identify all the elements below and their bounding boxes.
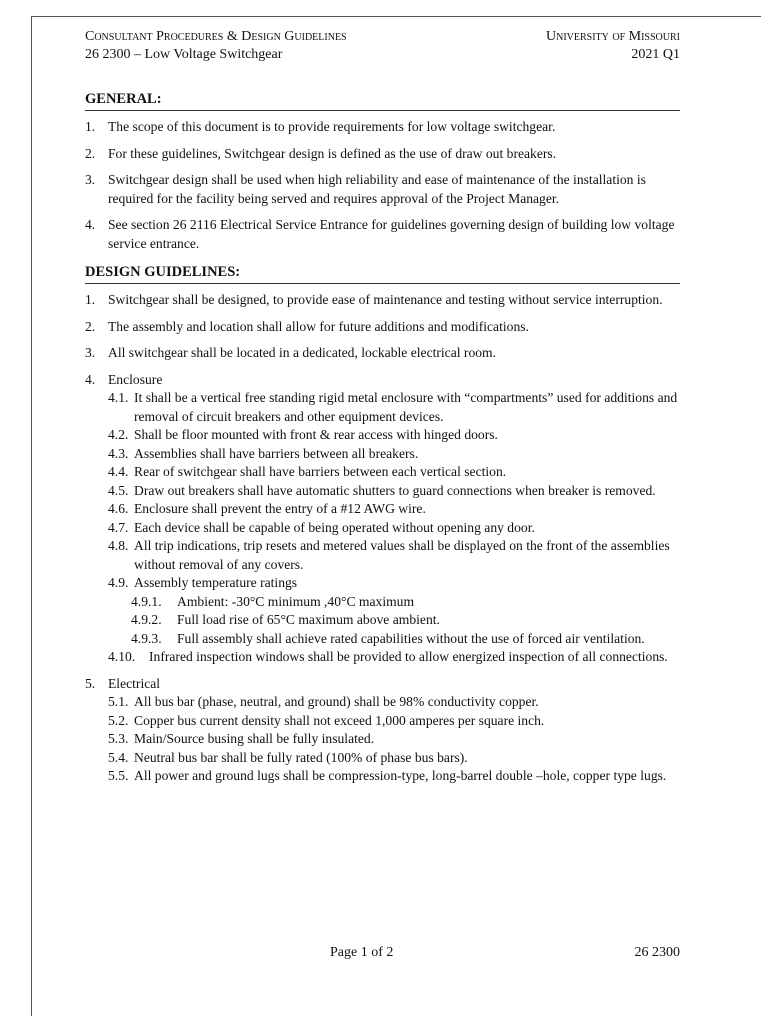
item-number: 3. [85, 345, 96, 360]
item-number: 1. [85, 292, 96, 307]
general-heading: GENERAL: [85, 90, 680, 111]
general-list [85, 118, 680, 253]
running-header-line1 [85, 28, 680, 46]
design-list [85, 291, 680, 786]
item-number: 4. [85, 371, 96, 387]
design-guidelines-heading: DESIGN GUIDELINES: [85, 263, 680, 284]
list-item [85, 291, 680, 310]
sub-item [85, 445, 680, 464]
item-number: 2. [85, 318, 96, 334]
item-number: 4.1. [108, 390, 129, 405]
running-header-line2 [85, 46, 680, 64]
list-item [85, 145, 680, 164]
sub-item [85, 693, 680, 712]
item-number: 5.5. [108, 768, 129, 783]
item-number: 1. [85, 119, 96, 134]
sub-item [85, 463, 680, 482]
item-number: 4.5. [108, 482, 129, 498]
item-number: 5.3. [108, 731, 129, 746]
item-number: 4. [85, 217, 96, 232]
sub-item [85, 648, 680, 667]
sub-item [85, 482, 680, 501]
item-number: 4.3. [108, 445, 129, 461]
item-number: 5.4. [108, 749, 129, 765]
item-number: 4.7. [108, 519, 129, 535]
item-number: 4.9.3. [131, 630, 162, 646]
sub-sub-item [85, 593, 680, 612]
sub-item [85, 730, 680, 749]
item-number: 5.2. [108, 712, 129, 728]
header-institution: University of Missouri [545, 29, 680, 44]
header-doc-series: Consultant Procedures & Design Guidelines [85, 29, 347, 44]
item-number: 4.9.2. [131, 612, 162, 627]
item-text: Main/Source busing shall be fully insulated. [134, 731, 375, 746]
item-text: Electrical [108, 675, 161, 691]
item-text: The scope of this document is to provide requirements for low voltage switchgear. [108, 119, 556, 134]
sub-item [85, 426, 680, 445]
document-content [85, 28, 680, 786]
list-item [85, 118, 680, 137]
item-number: 4.6. [108, 501, 129, 516]
item-text: Shall be floor mounted with front & rear access with hinged doors. [134, 427, 498, 442]
sub-sub-item [85, 611, 680, 630]
sub-item [85, 537, 680, 574]
sub-item [85, 500, 680, 519]
sub-item [85, 574, 680, 593]
list-item-electrical [85, 675, 680, 694]
item-number: 5.1. [108, 694, 129, 709]
page-number: Page 1 of 2 [330, 945, 394, 960]
item-text: See section 26 2116 Electrical Service Entrance for guidelines governing design of building low voltage service entrance. [108, 217, 675, 251]
item-number: 4.9. [108, 575, 129, 590]
list-item-enclosure [85, 371, 680, 390]
sub-item [85, 749, 680, 768]
item-number: 4.4. [108, 464, 129, 479]
item-text: Full assembly shall achieve rated capabilities without the use of forced air ventilation. [177, 630, 645, 646]
sub-item [85, 519, 680, 538]
item-text: Enclosure shall prevent the entry of a #12 AWG wire. [134, 501, 426, 516]
item-text: Full load rise of 65°C maximum above ambient. [177, 612, 440, 627]
item-number: 4.8. [108, 538, 129, 553]
item-text: Infrared inspection windows shall be provided to allow energized inspection of all connections. [149, 649, 668, 664]
sub-item [85, 767, 680, 786]
item-text: Each device shall be capable of being operated without opening any door. [134, 519, 535, 535]
header-revision: 2021 Q1 [631, 47, 680, 62]
item-text: Enclosure [108, 371, 163, 387]
item-text: Neutral bus bar shall be fully rated (100% of phase bus bars). [134, 749, 468, 765]
item-text: Ambient: -30°C minimum ,40°C maximum [177, 593, 415, 609]
item-text: It shall be a vertical free standing rigid metal enclosure with “compartments” used for additions and removal of circuit breakers and other equipment devices. [134, 390, 678, 424]
item-text: For these guidelines, Switchgear design is defined as the use of draw out breakers. [108, 145, 557, 161]
item-number: 3. [85, 172, 96, 187]
item-text: Assemblies shall have barriers between all breakers. [134, 445, 419, 461]
item-number: 5. [85, 675, 96, 691]
item-text: The assembly and location shall allow for future additions and modifications. [108, 318, 529, 334]
item-text: Switchgear shall be designed, to provide ease of maintenance and testing without service interruption. [108, 292, 663, 307]
sub-item [85, 389, 680, 426]
item-text: All power and ground lugs shall be compression-type, long-barrel double –hole, copper type lugs. [134, 768, 667, 783]
item-number: 4.9.1. [131, 593, 162, 609]
sub-item [85, 712, 680, 731]
item-number: 2. [85, 145, 96, 161]
header-section-title: 26 2300 – Low Voltage Switchgear [85, 47, 283, 62]
list-item [85, 171, 680, 208]
list-item [85, 216, 680, 253]
footer-section-code: 26 2300 [634, 945, 680, 960]
item-text: All bus bar (phase, neutral, and ground) shall be 98% conductivity copper. [134, 694, 539, 709]
item-text: Switchgear design shall be used when high reliability and ease of maintenance of the installation is required for the facility being served and requires approval of the Project Manager. [108, 172, 646, 206]
sub-sub-item [85, 630, 680, 649]
item-text: Draw out breakers shall have automatic shutters to guard connections when breaker is removed. [134, 482, 656, 498]
item-text: All switchgear shall be located in a dedicated, lockable electrical room. [108, 345, 497, 360]
item-text: All trip indications, trip resets and metered values shall be displayed on the front of the assemblies without removal of any covers. [134, 538, 670, 572]
item-text: Copper bus current density shall not exceed 1,000 amperes per square inch. [134, 712, 545, 728]
list-item [85, 344, 680, 363]
item-text: Rear of switchgear shall have barriers between each vertical section. [134, 464, 507, 479]
item-number: 4.2. [108, 427, 129, 442]
list-item [85, 318, 680, 337]
item-text: Assembly temperature ratings [134, 575, 298, 590]
item-number: 4.10. [108, 649, 136, 664]
